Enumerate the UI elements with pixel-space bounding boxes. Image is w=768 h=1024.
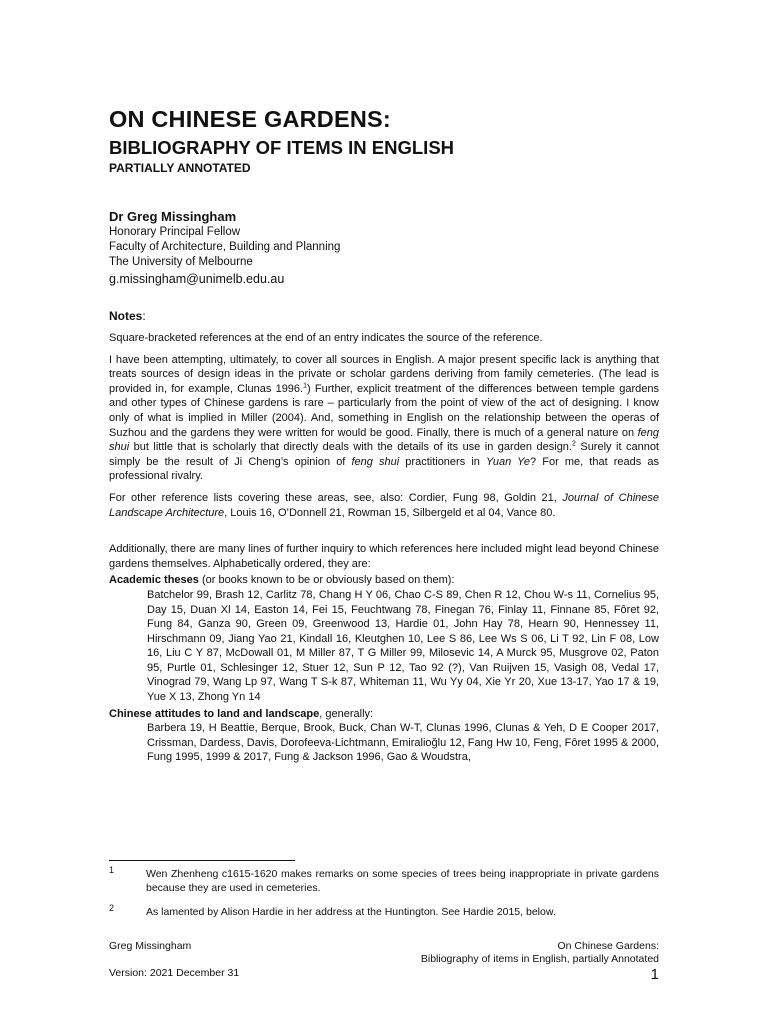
footnote-divider (109, 860, 295, 861)
footnote-text: As lamented by Alison Hardie in her address at the Huntington. See Hardie 2015, below. (146, 906, 556, 918)
author-name: Dr Greg Missingham (109, 209, 237, 224)
notes-paragraph-4: Additionally, there are many lines of further inquiry to which references here included might lead beyond Chinese gardens themselves. Alphabetically ordered, they are: (109, 543, 659, 570)
document-subtitle-annotation: PARTIALLY ANNOTATED (109, 161, 251, 175)
notes-paragraph-1: Square-bracketed references at the end of an entry indicates the source of the reference. (109, 332, 543, 344)
footnote-text: Wen Zhenheng c1615-1620 makes remarks on some species of trees being inappropriate in private gardens because they are used in cemeteries. (146, 868, 659, 894)
section-heading-theses: Academic theses (or books known to be or obviously based on them): (109, 574, 455, 587)
attitudes-reference-list: Barbera 19, H Beattie, Berque, Brook, Buck, Chan W-T, Clunas 1996, Clunas & Yeh, D E Cooper 2017, Crissman, Dardess, Davis, Dorofeeva-Lichtmann, Emiralioğlu 12, Fang Hw 10, Feng, Fôret 1995 & 2000, Fung 1995, 1999 & 2017, Fung & Jackson 1996, Gao & Woudstra, (147, 722, 659, 764)
theses-reference-list: Batchelor 99, Brash 12, Carlitz 78, Chang H Y 06, Chao C-S 89, Chen R 12, Chou W-s 11, Cornelius 95, Day 15, Duan Xl 14, Easton 14, Fei 15, Feuchtwang 78, Finegan 76, Finlay 11, Finnane 85, Fôret 92, Fung 84, Ganza 90, Green 09, Greenwood 13, Hardie 01, John Hay 78, Hearn 90, Hennessey 11, Hirschmann 09, Jiang Yao 21, Kindall 16, Kleutghen 10, Lee S 86, Lee Ws S 06, Li T 92, Lin F 08, Low 16, Liu C Y 87, McDowall 01, M Miller 87, T G Miller 99, Milosevic 14, A Murck 95, Musgrove 02, Paton 95, Purtle 01, Schlesinger 12, Stuer 12, Sun P 12, Tao 92 (?), Van Ruijven 15, Vasigh 08, Vedal 17, Vinograd 79, Wang Lp 97, Wang T S-k 87, Whiteman 11, Wu Yy 04, Xie Yr 20, Xue 13-17, Yao 17 & 19, Yue X 13, Zhong Yn 14 (147, 588, 659, 704)
notes-paragraph-2: I have been attempting, ultimately, to cover all sources in English. A major present specific lack is anything that treats sources of design ideas in the private or scholar gardens deriving from family cemeteries. (The lead is provided in, for example, Clunas 1996.$^1$) Further, explicit treatment of the differences between temple gardens and other types of Chinese gardens is rare – particularly from the point of view of the act of designing. I know only of what is implied in Miller (2004). And, something in English on the relationship between the operas of Suzhou and the gardens they were written for would be good. Finally, there is much of a general nature on feng shui but little that is scholarly that directly deals with the details of its use in garden design.$^2$ Surely it cannot simply be the result of Ji Cheng’s opinion of feng shui practitioners in Yuan Ye? For me, that reads as professional rivalry. (109, 353, 659, 483)
footnote-number: 2 (109, 903, 115, 913)
footnote-1 (109, 865, 659, 895)
notes-heading: Notes: (109, 309, 146, 323)
author-email: g.missingham@unimelb.edu.au (109, 272, 285, 286)
author-faculty: Faculty of Architecture, Building and Planning (109, 241, 341, 253)
document-subtitle: BIBLIOGRAPHY OF ITEMS IN ENGLISH (109, 137, 455, 158)
author-position: Honorary Principal Fellow (109, 226, 241, 238)
notes-paragraph-3: For other reference lists covering these areas, see, also: Cordier, Fung 98, Goldin 21, Journal of Chinese Landscape Architecture, Louis 16, O’Donnell 21, Rowman 15, Silbergeld et al 04, Vance 80. (109, 491, 659, 519)
page-number: 1 (650, 966, 659, 983)
footnote-ref-2[interactable]: 2 (571, 440, 576, 448)
footer-title: On Chinese Gardens: Bibliography of items in English, partially Annotated (420, 940, 659, 965)
footnote-ref-1[interactable]: 1 (303, 382, 308, 390)
footnote-number: 1 (109, 865, 115, 875)
footer-author: Greg Missingham (109, 940, 192, 952)
footer-version: Version: 2021 December 31 (109, 967, 240, 979)
footnote-2 (109, 903, 659, 920)
section-heading-attitudes: Chinese attitudes to land and landscape, generally: (109, 707, 374, 720)
author-university: The University of Melbourne (109, 256, 253, 268)
document-title: ON CHINESE GARDENS: (109, 106, 391, 132)
page-body (109, 104, 659, 765)
